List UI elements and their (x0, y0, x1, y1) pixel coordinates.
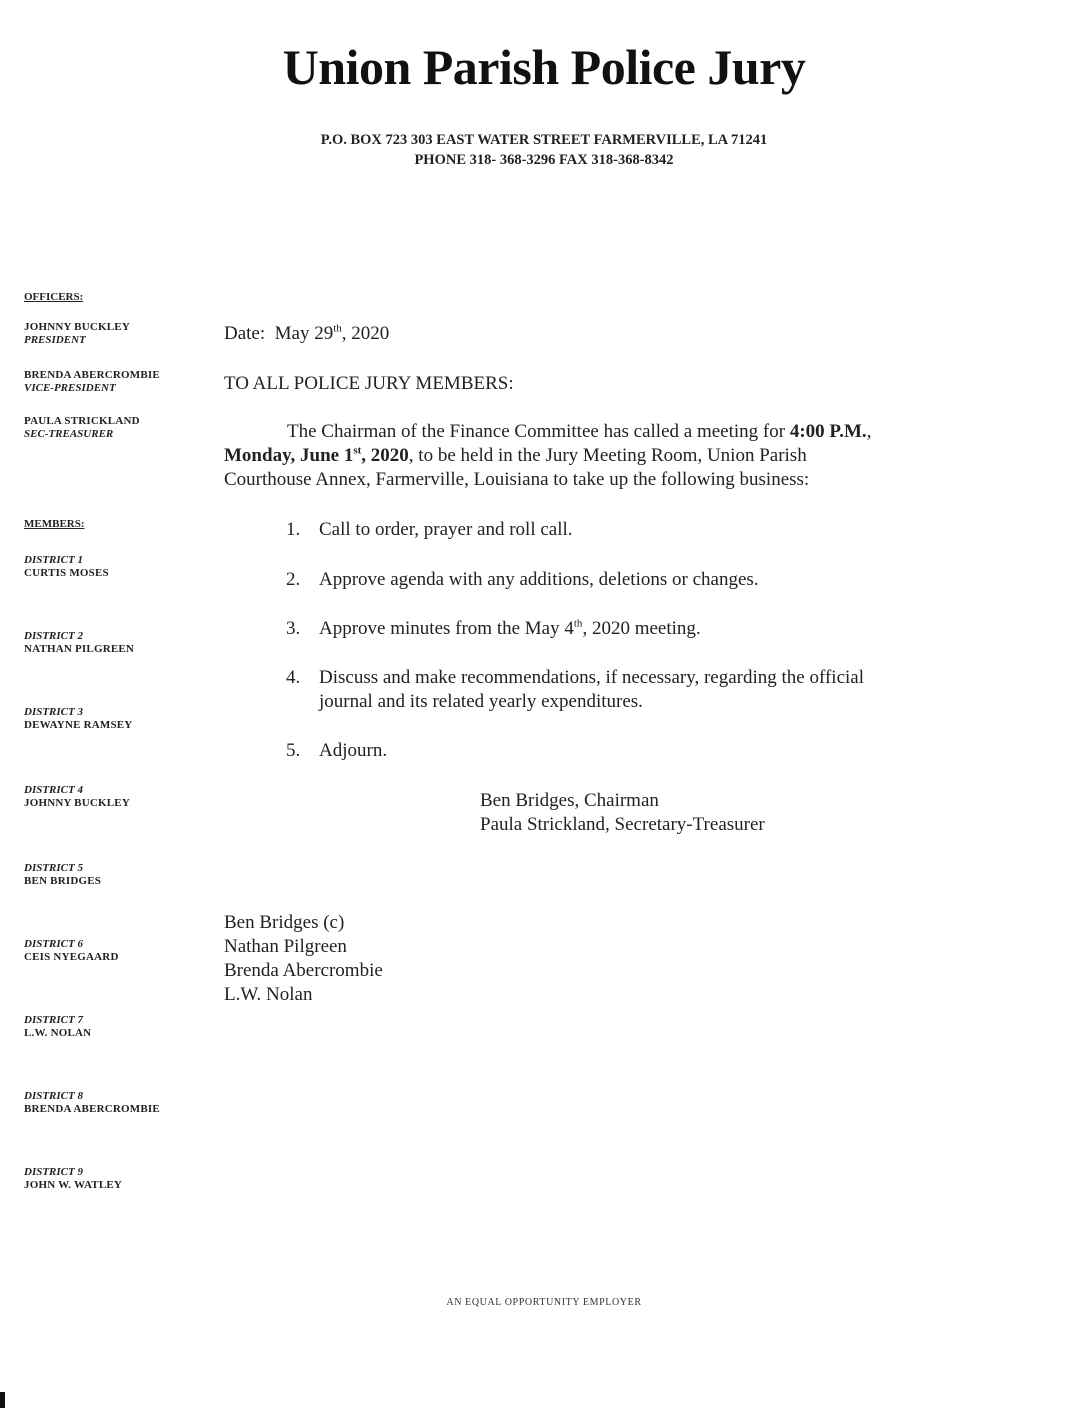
agenda-item: 4. Discuss and make recommendations, if necessary, regarding the official journal and its related yearly expenditures. (286, 667, 865, 712)
committee-list (224, 911, 383, 1007)
letter-page: Union Parish Police Jury P.O. BOX 723 303 EAST WATER STREET FARMERVILLE, LA 71241 PHONE 318- 368-3296 FAX 318-368-8342 OFFICERS: JOHNNY BUCKLEY PRESIDENT BRENDA ABERCROMBIE VICE-PRESIDENT PAULA STRICKLAND SEC-TREASURER MEMBERS: DISTRICT 1 CURTIS MOSES DISTRICT 2 NATHAN PILGREEN DISTRICT 3 DEWAYNE RAMSEY DISTRICT 4 JOHNNY BUCKLEY DISTRICT 5 BEN BRIDGES DISTRICT 6 CEIS NYEGAARD DISTRICT 7 L.W. NOLAN DISTRICT 8 BRENDA ABERCROMBIE DISTRICT 9 JOHN W. WATLEY Date: May 29th, 2020 TO ALL POLICE JURY MEMBERS: The Chairman of the Finance Committee has called a meeting for 4:00 P.M., Monday, June 1st, 2020, to be held in the Jury Meeting Room, Union Parish Courthouse Annex, Farmerville, Louisiana to take up the following business: 1. Call to order, prayer and roll call. 2. Approve agenda with any additions, deletions or changes. 3. Approve minutes from the May 4th, 2020 meeting. 4. Discuss and make recommendations, if necessary, regarding the official journal and its related yearly expenditures. 5. Adjourn. Ben Bridges, Chairman Paula Strickland, Secretary-Treasurer Ben Bridges (c) Nathan Pilgreen Brenda Abercrombie L.W. Nolan AN EQUAL OPPORTUNITY EMPLOYER (0, 0, 1088, 1408)
members-heading: MEMBERS: (24, 518, 85, 530)
member-district-1: DISTRICT 1 CURTIS MOSES (24, 554, 109, 579)
officers-heading: OFFICERS: (24, 291, 84, 303)
member-district-5: DISTRICT 5 BEN BRIDGES (24, 862, 102, 887)
committee-member: L.W. Nolan (224, 984, 313, 1005)
footer-equal-opportunity: AN EQUAL OPPORTUNITY EMPLOYER (446, 1297, 642, 1308)
signature-block (480, 789, 765, 837)
member-district-9: DISTRICT 9 JOHN W. WATLEY (24, 1166, 123, 1191)
letterhead-title: Union Parish Police Jury (282, 39, 806, 95)
committee-member: Nathan Pilgreen (224, 936, 347, 957)
committee-member: Brenda Abercrombie (224, 960, 383, 981)
officer-vice-president: BRENDA ABERCROMBIE VICE-PRESIDENT (24, 369, 160, 394)
letterhead-address: P.O. BOX 723 303 EAST WATER STREET FARMERVILLE, LA 71241 (320, 132, 768, 148)
signature-chairman: Ben Bridges, Chairman (480, 790, 659, 811)
letter-date: Date: May 29th, 2020 (224, 322, 390, 344)
member-district-4: DISTRICT 4 JOHNNY BUCKLEY (24, 784, 130, 809)
intro-paragraph: The Chairman of the Finance Committee has called a meeting for 4:00 P.M., Monday, June 1st, 2020, to be held in the Jury Meeting Room, Union Parish Courthouse Annex, Farmerville, Louisiana to take up the following business: (224, 421, 872, 490)
officer-president: JOHNNY BUCKLEY PRESIDENT (24, 321, 130, 346)
member-district-8: DISTRICT 8 BRENDA ABERCROMBIE (24, 1090, 160, 1115)
member-district-6: DISTRICT 6 CEIS NYEGAARD (24, 938, 119, 963)
member-district-7: DISTRICT 7 L.W. NOLAN (24, 1014, 92, 1039)
member-district-3: DISTRICT 3 DEWAYNE RAMSEY (24, 706, 133, 731)
officer-sec-treasurer: PAULA STRICKLAND SEC-TREASURER (24, 415, 140, 440)
letterhead-phone: PHONE 318- 368-3296 FAX 318-368-8342 (414, 152, 674, 168)
member-district-2: DISTRICT 2 NATHAN PILGREEN (24, 630, 135, 655)
committee-member: Ben Bridges (c) (224, 912, 345, 933)
scan-edge-mark (0, 1392, 5, 1408)
signature-secretary: Paula Strickland, Secretary-Treasurer (480, 814, 765, 835)
salutation: TO ALL POLICE JURY MEMBERS: (224, 373, 514, 394)
